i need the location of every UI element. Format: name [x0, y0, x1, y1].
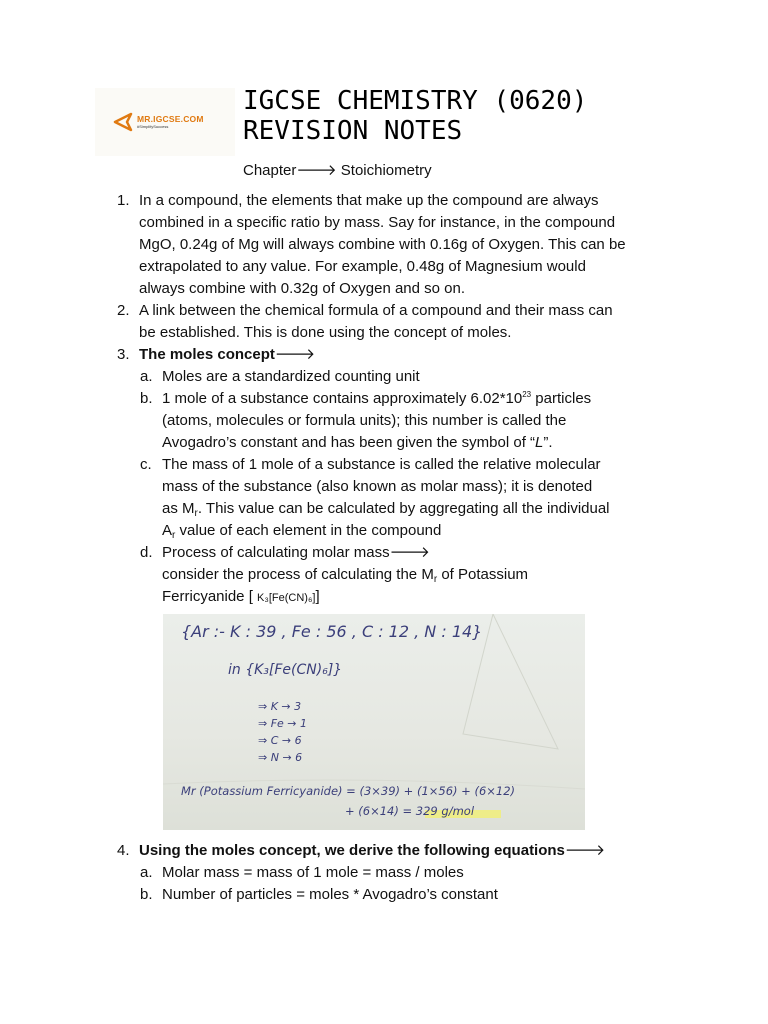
subscript: r — [172, 530, 176, 541]
arrow-icon: 🡒 — [274, 346, 316, 363]
item-number: 2. — [117, 302, 130, 319]
count-c: ⇒ C → 6 — [258, 734, 302, 747]
moles-concept-heading: The moles concept — [139, 346, 275, 363]
mr-result: 329 g/mol — [415, 804, 475, 818]
sub-item-3c — [117, 454, 687, 542]
list-item-2 — [117, 300, 687, 344]
sub-item-4b — [117, 884, 687, 906]
item-1-line-4: extrapolated to any value. For example, 0.48g of Magnesium would — [139, 258, 586, 275]
arrow-icon: 🡒 — [564, 842, 606, 859]
count-k: ⇒ K → 3 — [258, 700, 302, 713]
equations-heading: Using the moles concept, we derive the following equations — [139, 842, 565, 859]
arrow-icon: 🡒 — [296, 162, 337, 179]
arrow-icon: 🡒 — [389, 544, 430, 561]
sub-item-letter: b. — [140, 390, 153, 407]
sub-item-3b-line-1: 1 mole of a substance contains approximately 6.02*10 — [162, 390, 523, 407]
sub-item-3c-line-3: as M — [162, 500, 195, 517]
sub-item-letter: a. — [140, 864, 153, 881]
item-1-line-1: In a compound, the elements that make up the compound are always — [139, 192, 599, 209]
sub-item-3b-line-3: Avogadro’s constant and has been given the symbol of “ — [162, 434, 536, 451]
sub-item-3b — [117, 388, 687, 454]
mr-calculation-line-2 — [345, 804, 474, 818]
notes-content — [117, 190, 687, 609]
count-n: ⇒ N → 6 — [258, 751, 303, 764]
sub-item-3b-line-2: (atoms, molecules or formula units); this number is called the — [162, 412, 567, 429]
page-title — [243, 86, 587, 146]
sub-item-3c-line-2: mass of the substance (also known as molar mass); it is denoted — [162, 478, 593, 495]
logo-tagline: #SimplifySuccess — [137, 123, 169, 129]
mr-calculation-line-1: Mr (Potassium Ferricyanide) = (3×39) + (1×56) + (6×12) — [181, 784, 516, 798]
exponent: 23 — [522, 390, 532, 399]
item-1-line-3: MgO, 0.24g of Mg will always combine with 0.16g of Oxygen. This can be — [139, 236, 626, 253]
equations-section — [117, 840, 687, 906]
item-number: 4. — [117, 842, 130, 859]
item-1-line-2: combined in a specific ratio by mass. Say for instance, in the compound — [139, 214, 616, 231]
list-item-4 — [117, 840, 687, 862]
item-1-line-5: always combine with 0.32g of Oxygen and so on. — [139, 280, 466, 297]
mr-line-2-start: + (6×14) = — [345, 804, 416, 818]
logo — [95, 88, 235, 156]
item-2-line-2: be established. This is done using the concept of moles. — [139, 324, 512, 341]
title-line-1: IGCSE CHEMISTRY (0620) — [243, 86, 588, 116]
handwritten-calculation-photo — [163, 614, 585, 830]
compound-formula: {K₃[Fe(CN)₆]} — [245, 662, 343, 678]
title-line-2: REVISION NOTES — [243, 116, 463, 146]
list-item-3 — [117, 344, 687, 366]
list-item-1 — [117, 190, 687, 300]
sub-item-3c-line-4: A — [162, 522, 173, 539]
item-number: 3. — [117, 346, 130, 363]
atomic-masses-line: {Ar :- K : 39 , Fe : 56 , C : 12 , N : 14} — [181, 622, 483, 641]
subscript: r — [433, 574, 438, 585]
sub-item-letter: d. — [140, 544, 153, 561]
particles-equation: Number of particles = moles * Avogadro’s constant — [162, 886, 498, 903]
logo-arrow-icon — [113, 112, 133, 132]
sub-item-3b-line-1-end: particles — [531, 390, 592, 407]
chapter-label: Chapter — [243, 162, 297, 179]
sub-item-3a-text: Moles are a standardized counting unit — [162, 368, 420, 385]
item-number: 1. — [117, 192, 130, 209]
chapter-heading — [243, 160, 432, 179]
sub-item-letter: b. — [140, 886, 153, 903]
item-2-line-1: A link between the chemical formula of a compound and their mass can — [139, 302, 613, 319]
sub-item-3d-line-3: Ferricyanide [ — [162, 588, 258, 605]
sub-item-3d-line-2: consider the process of calculating the M — [162, 566, 434, 583]
sub-item-letter: a. — [140, 368, 153, 385]
count-fe: ⇒ Fe → 1 — [258, 717, 308, 730]
sub-item-3a — [117, 366, 687, 388]
compound-line — [228, 662, 342, 678]
subscript: r — [194, 508, 198, 519]
sub-item-3d — [117, 542, 687, 609]
molar-mass-equation: Molar mass = mass of 1 mole = mass / moles — [162, 864, 464, 881]
sub-item-4a — [117, 862, 687, 884]
sub-item-3d-line-1: Process of calculating molar mass — [162, 544, 390, 561]
sub-item-3b-line-3-end: ”. — [543, 434, 553, 451]
sub-item-3d-line-2-end: of Potassium — [437, 566, 529, 583]
sub-item-3c-line-1: The mass of 1 mole of a substance is called the relative molecular — [162, 456, 601, 473]
sub-item-letter: c. — [140, 456, 152, 473]
sub-item-3c-line-3-end: . This value can be calculated by aggregating all the individual — [197, 500, 610, 517]
chapter-name: Stoichiometry — [340, 162, 432, 179]
avogadro-symbol: L — [535, 434, 544, 451]
logo-name: MR.IGCSE.COM — [137, 114, 204, 125]
ferricyanide-formula: K₃[Fe(CN)₆] — [257, 592, 316, 604]
sub-item-3d-line-3-end: ] — [315, 588, 320, 605]
sub-item-3c-line-4-end: value of each element in the compound — [175, 522, 442, 539]
compound-prefix: in — [228, 662, 241, 678]
